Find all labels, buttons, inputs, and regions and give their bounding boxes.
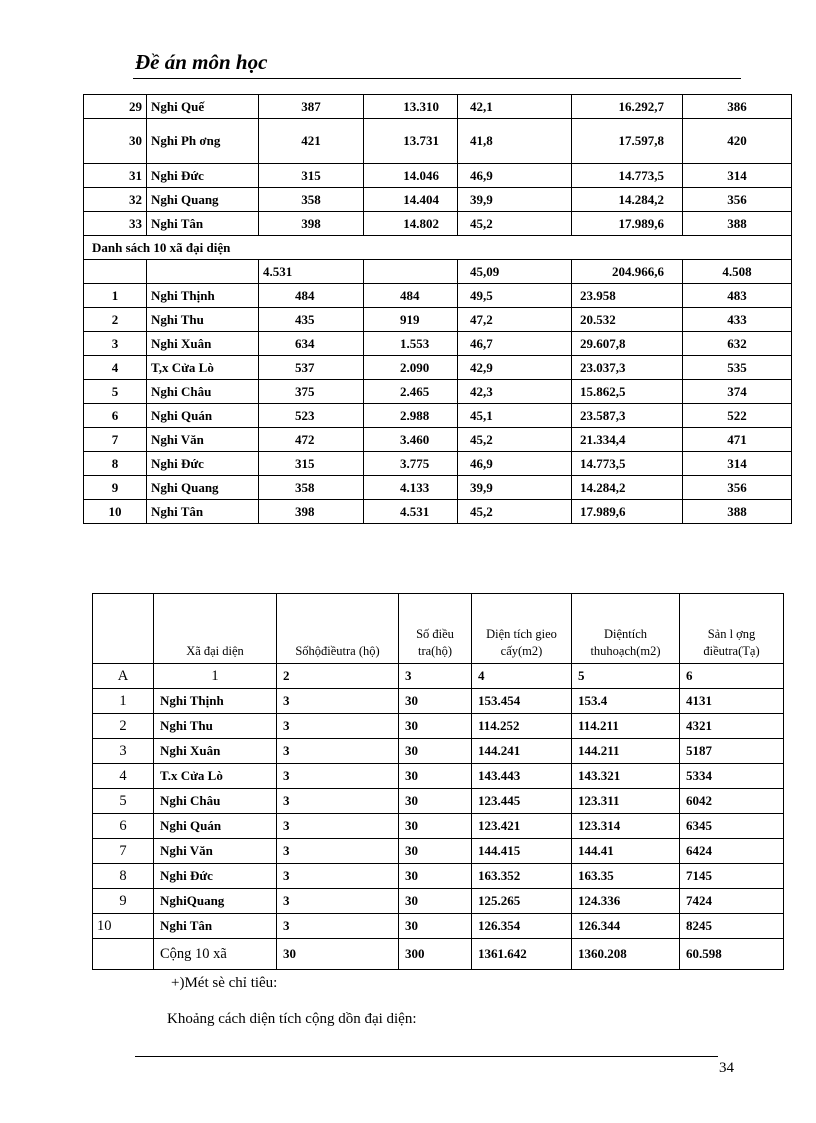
cell-col-2: 358 bbox=[259, 476, 364, 500]
cell-col-1: Nghi Thu bbox=[147, 308, 259, 332]
cell-col-0: 5 bbox=[93, 789, 154, 814]
table-row bbox=[93, 739, 784, 764]
cell-col-3: 919 bbox=[364, 308, 458, 332]
table-row bbox=[84, 500, 792, 524]
cell-col-4: 123.445 bbox=[472, 789, 572, 814]
cell-col-4: 45,2 bbox=[458, 212, 572, 236]
cell-col-5: 114.211 bbox=[572, 714, 680, 739]
cell-col-6: 314 bbox=[683, 452, 792, 476]
summary-col-5: 204.966,6 bbox=[572, 260, 683, 284]
cell-col-6: 388 bbox=[683, 500, 792, 524]
table-row bbox=[93, 864, 784, 889]
header-col-3: Số điều tra(hộ) bbox=[399, 594, 472, 664]
cell-col-5: 124.336 bbox=[572, 889, 680, 914]
cell-col-5: 23.037,3 bbox=[572, 356, 683, 380]
cell-col-1: Nghi Châu bbox=[154, 789, 277, 814]
cell-col-3: 3.460 bbox=[364, 428, 458, 452]
cell-col-0: 3 bbox=[84, 332, 147, 356]
cell-col-0: 3 bbox=[93, 739, 154, 764]
cell-col-1: Nghi Xuân bbox=[147, 332, 259, 356]
cell-col-6: 6424 bbox=[680, 839, 784, 864]
cell-col-0: 7 bbox=[93, 839, 154, 864]
cell-col-2: 398 bbox=[259, 212, 364, 236]
cell-col-3: 30 bbox=[399, 814, 472, 839]
cell-col-0: 8 bbox=[84, 452, 147, 476]
cell-col-5: 14.284,2 bbox=[572, 476, 683, 500]
table-row bbox=[84, 332, 792, 356]
cell-col-5: 14.773,5 bbox=[572, 164, 683, 188]
cell-col-1: Nghi Xuân bbox=[154, 739, 277, 764]
cell-col-0: 9 bbox=[84, 476, 147, 500]
cell-col-1: Nghi Văn bbox=[147, 428, 259, 452]
cell-col-1: Nghi Quế bbox=[147, 95, 259, 119]
total-col-4: 1361.642 bbox=[472, 939, 572, 970]
cell-col-4: 126.354 bbox=[472, 914, 572, 939]
cell-col-0: 29 bbox=[84, 95, 147, 119]
cell-col-4: 143.443 bbox=[472, 764, 572, 789]
cell-col-0: 10 bbox=[84, 500, 147, 524]
summary-col-1 bbox=[147, 260, 259, 284]
summary-col-6: 4.508 bbox=[683, 260, 792, 284]
cell-col-6: 314 bbox=[683, 164, 792, 188]
summary-col-3 bbox=[364, 260, 458, 284]
cell-col-4: 42,3 bbox=[458, 380, 572, 404]
cell-col-1: T,x Cửa Lò bbox=[147, 356, 259, 380]
cell-col-0: 6 bbox=[93, 814, 154, 839]
index-col-2: 2 bbox=[277, 664, 399, 689]
header-row bbox=[93, 594, 784, 664]
cell-col-2: 3 bbox=[277, 889, 399, 914]
cell-col-1: Nghi Văn bbox=[154, 839, 277, 864]
cell-col-4: 45,2 bbox=[458, 500, 572, 524]
cell-col-4: 46,9 bbox=[458, 164, 572, 188]
index-col-4: 4 bbox=[472, 664, 572, 689]
cell-col-1: Nghi Quán bbox=[154, 814, 277, 839]
cell-col-3: 13.310 bbox=[364, 95, 458, 119]
cell-col-0: 7 bbox=[84, 428, 147, 452]
index-col-1: 1 bbox=[154, 664, 277, 689]
cell-col-3: 2.465 bbox=[364, 380, 458, 404]
cell-col-2: 3 bbox=[277, 789, 399, 814]
cell-col-6: 632 bbox=[683, 332, 792, 356]
total-col-1: Cộng 10 xã bbox=[154, 939, 277, 970]
cell-col-5: 17.989,6 bbox=[572, 500, 683, 524]
header-rule bbox=[133, 78, 741, 79]
cell-col-0: 6 bbox=[84, 404, 147, 428]
cell-col-5: 144.41 bbox=[572, 839, 680, 864]
cell-col-6: 7424 bbox=[680, 889, 784, 914]
summary-col-0 bbox=[84, 260, 147, 284]
cell-col-1: Nghi Đức bbox=[147, 164, 259, 188]
cell-col-2: 3 bbox=[277, 714, 399, 739]
table-row bbox=[84, 428, 792, 452]
table-row bbox=[84, 95, 792, 119]
cell-col-1: Nghi Quán bbox=[147, 404, 259, 428]
page-number: 34 bbox=[719, 1060, 734, 1076]
table-row bbox=[84, 188, 792, 212]
cell-col-1: Nghi Quang bbox=[147, 476, 259, 500]
header-col-1: Xã đại diện bbox=[154, 594, 277, 664]
survey-table bbox=[92, 593, 784, 970]
cell-col-0: 33 bbox=[84, 212, 147, 236]
total-col-6: 60.598 bbox=[680, 939, 784, 970]
cell-col-5: 14.284,2 bbox=[572, 188, 683, 212]
cell-col-2: 472 bbox=[259, 428, 364, 452]
table-row bbox=[84, 452, 792, 476]
table-row bbox=[93, 814, 784, 839]
cell-col-3: 2.988 bbox=[364, 404, 458, 428]
cell-col-5: 15.862,5 bbox=[572, 380, 683, 404]
table-row bbox=[84, 404, 792, 428]
note-line-2: Khoảng cách diện tích cộng dồn đại diện: bbox=[167, 1011, 417, 1027]
summary-col-2: 4.531 bbox=[259, 260, 364, 284]
cell-col-0: 2 bbox=[93, 714, 154, 739]
table-row bbox=[93, 789, 784, 814]
cell-col-3: 14.404 bbox=[364, 188, 458, 212]
cell-col-2: 387 bbox=[259, 95, 364, 119]
cell-col-5: 17.597,8 bbox=[572, 119, 683, 164]
cell-col-3: 30 bbox=[399, 839, 472, 864]
cell-col-0: 9 bbox=[93, 889, 154, 914]
table-row bbox=[93, 764, 784, 789]
cell-col-0: 1 bbox=[93, 689, 154, 714]
cell-col-2: 3 bbox=[277, 864, 399, 889]
cell-col-2: 315 bbox=[259, 452, 364, 476]
index-col-5: 5 bbox=[572, 664, 680, 689]
cell-col-6: 4321 bbox=[680, 714, 784, 739]
cell-col-1: Nghi Thịnh bbox=[154, 689, 277, 714]
section-label: Danh sách 10 xã đại diện bbox=[84, 236, 792, 260]
commune-table bbox=[83, 94, 792, 524]
table-row bbox=[84, 119, 792, 164]
cell-col-3: 30 bbox=[399, 889, 472, 914]
header-col-5: Diệntích thuhoạch(m2) bbox=[572, 594, 680, 664]
cell-col-1: Nghi Tân bbox=[154, 914, 277, 939]
cell-col-5: 20.532 bbox=[572, 308, 683, 332]
cell-col-3: 4.531 bbox=[364, 500, 458, 524]
cell-col-2: 523 bbox=[259, 404, 364, 428]
cell-col-4: 123.421 bbox=[472, 814, 572, 839]
table-row bbox=[84, 164, 792, 188]
cell-col-6: 356 bbox=[683, 188, 792, 212]
cell-col-3: 30 bbox=[399, 914, 472, 939]
cell-col-2: 3 bbox=[277, 814, 399, 839]
cell-col-6: 374 bbox=[683, 380, 792, 404]
cell-col-3: 1.553 bbox=[364, 332, 458, 356]
cell-col-2: 421 bbox=[259, 119, 364, 164]
cell-col-6: 433 bbox=[683, 308, 792, 332]
table-row bbox=[93, 689, 784, 714]
cell-col-1: Nghi Thịnh bbox=[147, 284, 259, 308]
cell-col-4: 41,8 bbox=[458, 119, 572, 164]
cell-col-1: Nghi Quang bbox=[147, 188, 259, 212]
summary-col-4: 45,09 bbox=[458, 260, 572, 284]
table-row bbox=[84, 476, 792, 500]
table-row bbox=[84, 308, 792, 332]
cell-col-5: 17.989,6 bbox=[572, 212, 683, 236]
header-col-2: Sốhộđiềutra (hộ) bbox=[277, 594, 399, 664]
cell-col-5: 123.314 bbox=[572, 814, 680, 839]
cell-col-4: 163.352 bbox=[472, 864, 572, 889]
cell-col-3: 3.775 bbox=[364, 452, 458, 476]
cell-col-0: 5 bbox=[84, 380, 147, 404]
cell-col-0: 4 bbox=[84, 356, 147, 380]
table-row bbox=[93, 914, 784, 939]
index-col-3: 3 bbox=[399, 664, 472, 689]
cell-col-0: 32 bbox=[84, 188, 147, 212]
cell-col-2: 484 bbox=[259, 284, 364, 308]
cell-col-0: 2 bbox=[84, 308, 147, 332]
cell-col-3: 30 bbox=[399, 864, 472, 889]
cell-col-6: 8245 bbox=[680, 914, 784, 939]
cell-col-1: Nghi Đức bbox=[147, 452, 259, 476]
cell-col-1: NghiQuang bbox=[154, 889, 277, 914]
cell-col-4: 144.415 bbox=[472, 839, 572, 864]
cell-col-3: 13.731 bbox=[364, 119, 458, 164]
cell-col-1: T.x Cửa Lò bbox=[154, 764, 277, 789]
table-row bbox=[84, 212, 792, 236]
cell-col-4: 153.454 bbox=[472, 689, 572, 714]
cell-col-6: 483 bbox=[683, 284, 792, 308]
cell-col-0: 31 bbox=[84, 164, 147, 188]
cell-col-6: 386 bbox=[683, 95, 792, 119]
cell-col-4: 46,9 bbox=[458, 452, 572, 476]
cell-col-6: 7145 bbox=[680, 864, 784, 889]
cell-col-2: 315 bbox=[259, 164, 364, 188]
cell-col-4: 39,9 bbox=[458, 188, 572, 212]
cell-col-1: Nghi Tân bbox=[147, 500, 259, 524]
cell-col-5: 144.211 bbox=[572, 739, 680, 764]
cell-col-3: 30 bbox=[399, 714, 472, 739]
cell-col-2: 3 bbox=[277, 739, 399, 764]
total-col-0 bbox=[93, 939, 154, 970]
table-row bbox=[93, 714, 784, 739]
table-row bbox=[84, 356, 792, 380]
total-col-3: 300 bbox=[399, 939, 472, 970]
header-col-0 bbox=[93, 594, 154, 664]
cell-col-4: 39,9 bbox=[458, 476, 572, 500]
cell-col-0: 1 bbox=[84, 284, 147, 308]
cell-col-1: Nghi Tân bbox=[147, 212, 259, 236]
index-col-0: A bbox=[93, 664, 154, 689]
cell-col-6: 471 bbox=[683, 428, 792, 452]
note-line-1: +)Mét sè chỉ tiêu: bbox=[171, 975, 278, 991]
cell-col-5: 163.35 bbox=[572, 864, 680, 889]
table-row bbox=[84, 284, 792, 308]
cell-col-2: 3 bbox=[277, 839, 399, 864]
page-title: Đề án môn học bbox=[135, 50, 268, 74]
table-row bbox=[84, 380, 792, 404]
cell-col-4: 114.252 bbox=[472, 714, 572, 739]
cell-col-3: 30 bbox=[399, 739, 472, 764]
cell-col-2: 537 bbox=[259, 356, 364, 380]
cell-col-5: 14.773,5 bbox=[572, 452, 683, 476]
cell-col-4: 42,9 bbox=[458, 356, 572, 380]
cell-col-3: 30 bbox=[399, 764, 472, 789]
cell-col-5: 126.344 bbox=[572, 914, 680, 939]
cell-col-4: 45,2 bbox=[458, 428, 572, 452]
cell-col-4: 45,1 bbox=[458, 404, 572, 428]
cell-col-1: Nghi Ph ơng bbox=[147, 119, 259, 164]
cell-col-2: 358 bbox=[259, 188, 364, 212]
header-col-6: Sản l ợng điềutra(Tạ) bbox=[680, 594, 784, 664]
cell-col-6: 522 bbox=[683, 404, 792, 428]
table-row bbox=[93, 889, 784, 914]
cell-col-6: 388 bbox=[683, 212, 792, 236]
cell-col-6: 5187 bbox=[680, 739, 784, 764]
cell-col-0: 8 bbox=[93, 864, 154, 889]
cell-col-3: 14.802 bbox=[364, 212, 458, 236]
cell-col-1: Nghi Châu bbox=[147, 380, 259, 404]
cell-col-6: 6345 bbox=[680, 814, 784, 839]
table-row bbox=[93, 839, 784, 864]
cell-col-5: 23.587,3 bbox=[572, 404, 683, 428]
cell-col-0: 4 bbox=[93, 764, 154, 789]
cell-col-6: 535 bbox=[683, 356, 792, 380]
cell-col-6: 356 bbox=[683, 476, 792, 500]
cell-col-5: 153.4 bbox=[572, 689, 680, 714]
cell-col-3: 2.090 bbox=[364, 356, 458, 380]
cell-col-4: 42,1 bbox=[458, 95, 572, 119]
total-row bbox=[93, 939, 784, 970]
summary-row bbox=[84, 260, 792, 284]
cell-col-5: 16.292,7 bbox=[572, 95, 683, 119]
index-row bbox=[93, 664, 784, 689]
cell-col-0: 10 bbox=[93, 914, 154, 939]
cell-col-2: 398 bbox=[259, 500, 364, 524]
cell-col-3: 484 bbox=[364, 284, 458, 308]
cell-col-5: 123.311 bbox=[572, 789, 680, 814]
index-col-6: 6 bbox=[680, 664, 784, 689]
total-col-2: 30 bbox=[277, 939, 399, 970]
cell-col-5: 29.607,8 bbox=[572, 332, 683, 356]
cell-col-2: 634 bbox=[259, 332, 364, 356]
cell-col-4: 125.265 bbox=[472, 889, 572, 914]
cell-col-4: 47,2 bbox=[458, 308, 572, 332]
cell-col-1: Nghi Đức bbox=[154, 864, 277, 889]
cell-col-4: 49,5 bbox=[458, 284, 572, 308]
cell-col-5: 21.334,4 bbox=[572, 428, 683, 452]
cell-col-5: 23.958 bbox=[572, 284, 683, 308]
cell-col-1: Nghi Thu bbox=[154, 714, 277, 739]
cell-col-3: 30 bbox=[399, 789, 472, 814]
cell-col-6: 420 bbox=[683, 119, 792, 164]
total-col-5: 1360.208 bbox=[572, 939, 680, 970]
cell-col-3: 30 bbox=[399, 689, 472, 714]
cell-col-2: 435 bbox=[259, 308, 364, 332]
cell-col-3: 4.133 bbox=[364, 476, 458, 500]
cell-col-0: 30 bbox=[84, 119, 147, 164]
cell-col-6: 6042 bbox=[680, 789, 784, 814]
cell-col-6: 5334 bbox=[680, 764, 784, 789]
cell-col-2: 375 bbox=[259, 380, 364, 404]
footer-rule bbox=[135, 1056, 718, 1057]
cell-col-2: 3 bbox=[277, 764, 399, 789]
cell-col-2: 3 bbox=[277, 689, 399, 714]
cell-col-2: 3 bbox=[277, 914, 399, 939]
cell-col-6: 4131 bbox=[680, 689, 784, 714]
cell-col-3: 14.046 bbox=[364, 164, 458, 188]
header-col-4: Diện tích gieo cấy(m2) bbox=[472, 594, 572, 664]
cell-col-4: 46,7 bbox=[458, 332, 572, 356]
cell-col-5: 143.321 bbox=[572, 764, 680, 789]
cell-col-4: 144.241 bbox=[472, 739, 572, 764]
